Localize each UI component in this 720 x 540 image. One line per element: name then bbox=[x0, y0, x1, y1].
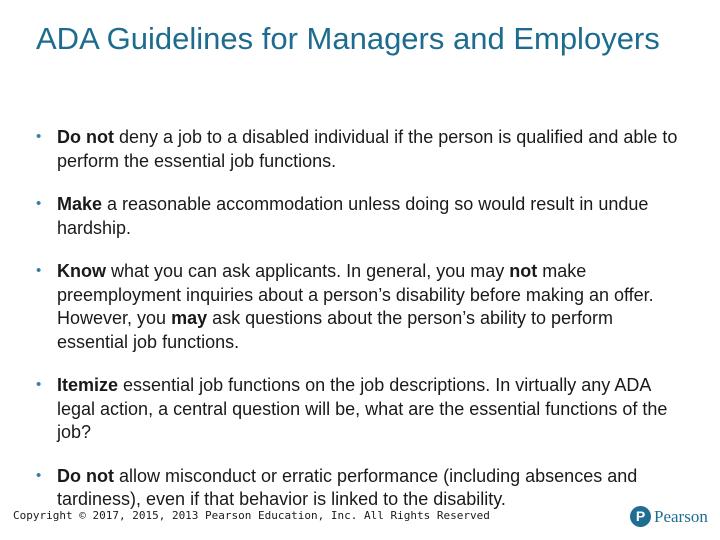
slide-title: ADA Guidelines for Managers and Employers bbox=[36, 21, 660, 56]
bullet-text: deny a job to a disabled individual if the person is qualified and able to perform the essential job functions. bbox=[57, 127, 678, 171]
bullet-text: essential job functions on the job descriptions. In virtually any ADA legal action, a central question will be, what are the essential functions of the job? bbox=[57, 375, 668, 442]
copyright-footer: Copyright © 2017, 2015, 2013 Pearson Education, Inc. All Rights Reserved bbox=[13, 509, 490, 522]
bullet-text: what you can ask applicants. In general, you may bbox=[106, 261, 510, 281]
bullet-item bbox=[36, 126, 686, 173]
pearson-logo bbox=[630, 506, 708, 527]
bullet-text: ask questions about the person’s ability to perform essential job functions. bbox=[57, 308, 613, 352]
bullet-item bbox=[36, 465, 686, 512]
bullet-item bbox=[36, 374, 686, 445]
bullet-lead: Do not bbox=[57, 465, 114, 486]
bullet-item bbox=[36, 193, 686, 240]
bullet-text: a reasonable accommodation unless doing so would result in undue hardship. bbox=[57, 194, 649, 238]
bullet-list bbox=[36, 126, 686, 512]
bullet-lead: Itemize bbox=[57, 375, 119, 395]
bullet-emphasis: not bbox=[509, 261, 538, 281]
bullet-emphasis: may bbox=[171, 308, 208, 328]
bullet-text: make preemployment inquiries about a person’s disability before making an offer. However, you bbox=[57, 261, 654, 328]
pearson-logo-icon: P bbox=[630, 506, 651, 527]
bullet-text: allow misconduct or erratic performance (including absences and tardiness), even if that behavior is linked to the disability. bbox=[57, 465, 638, 509]
pearson-logo-text: Pearson bbox=[654, 506, 708, 526]
bullet-item bbox=[36, 260, 686, 354]
bullet-lead: Know bbox=[57, 261, 106, 281]
bullet-lead: Do not bbox=[57, 127, 114, 147]
bullet-lead: Make bbox=[57, 194, 103, 214]
